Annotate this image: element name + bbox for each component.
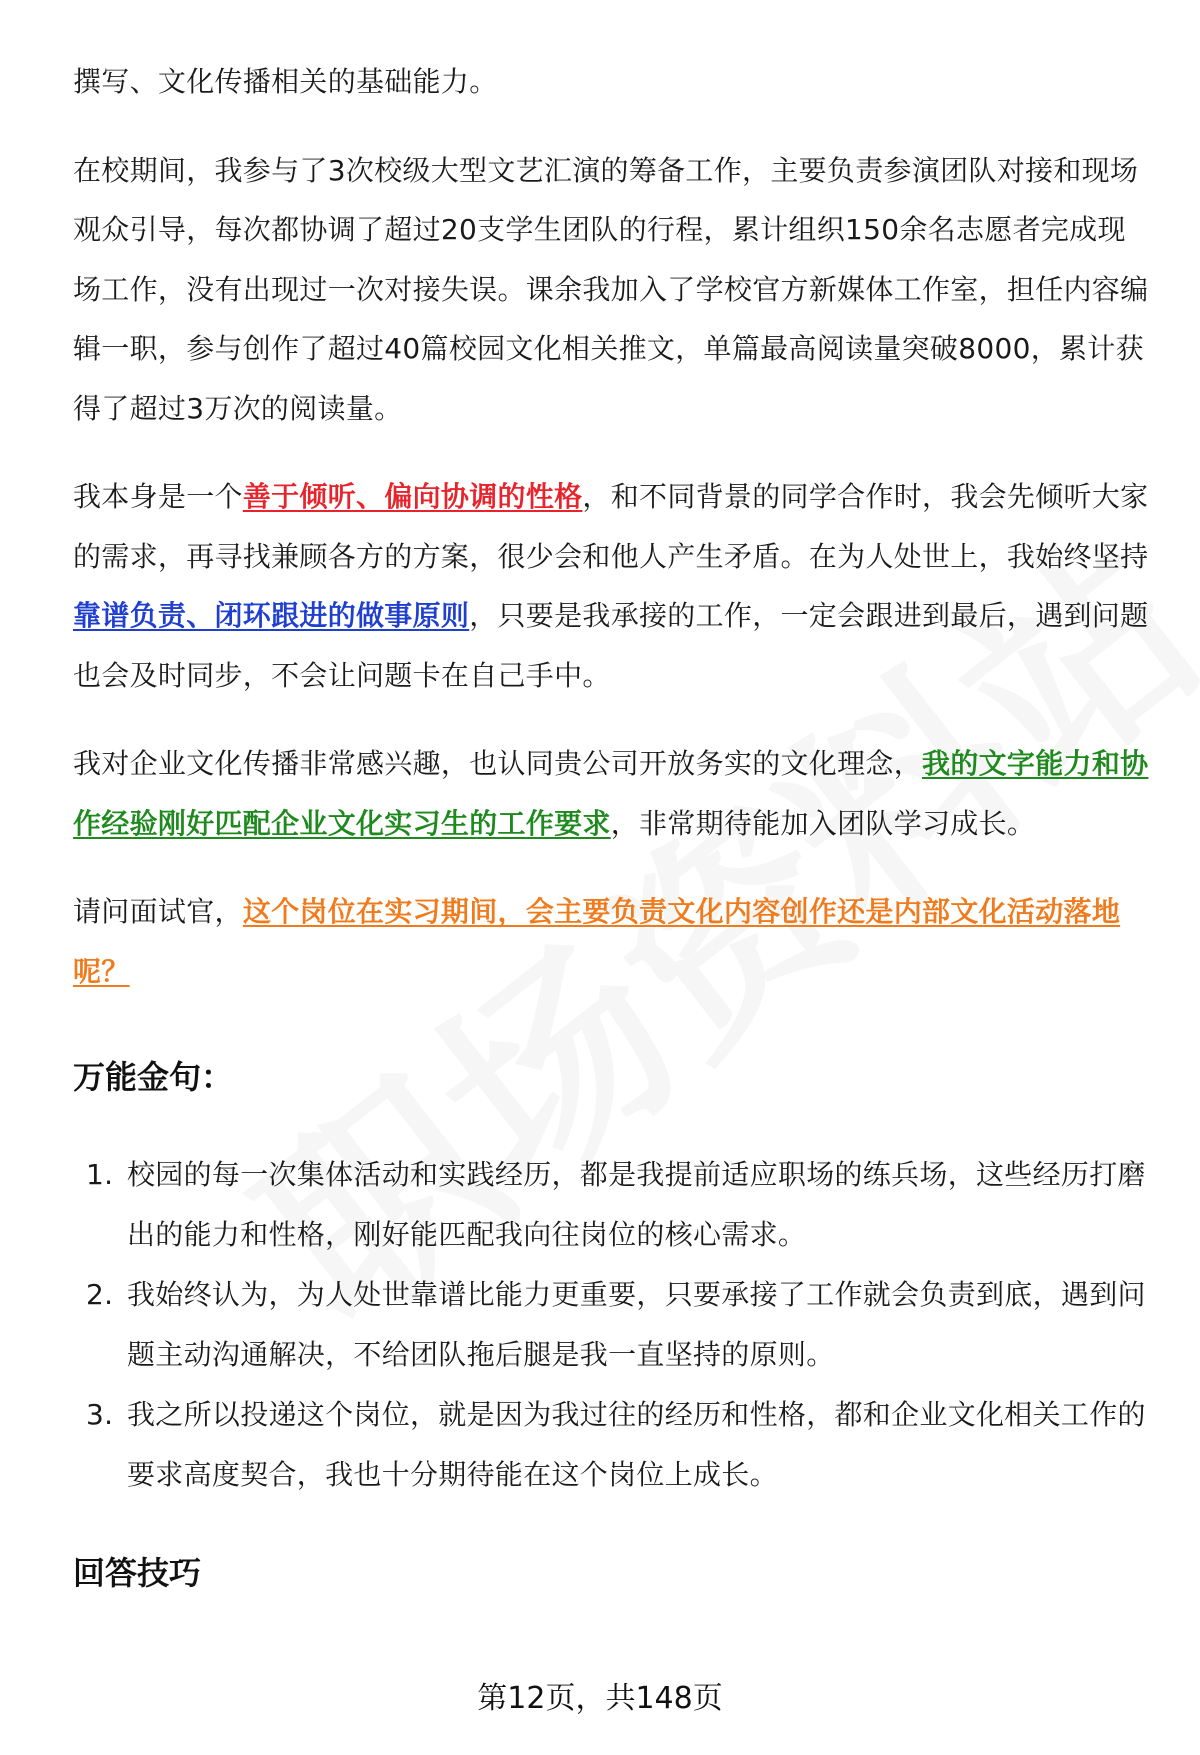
list-item: [73, 1385, 1153, 1504]
paragraph-intro-tail: 撰写、文化传播相关的基础能力。: [73, 65, 498, 98]
paragraph-personality: [73, 467, 1153, 705]
list-item: [73, 1145, 1153, 1264]
personality-text-middle: ，和不同背景的同学合作时，我会先倾听大家的需求，再寻找兼顾各方的方案，很少会和他人产生矛盾。在为人处世上，我始终坚持: [73, 480, 1149, 573]
paragraph-motivation: [73, 734, 1153, 853]
list-item-number: 1.: [86, 1158, 114, 1191]
motivation-text-before: 我对企业文化传播非常感兴趣，也认同贵公司开放务实的文化理念，: [73, 747, 923, 780]
page-number: 第12页，共148页: [477, 1681, 723, 1716]
highlight-match: 我的文字能力和协作经验刚好匹配企业文化实习生的工作要求: [73, 747, 1149, 840]
paragraph-experience: 在校期间，我参与了3次校级大型文艺汇演的筹备工作，主要负责参演团队对接和现场观众引导，每次都协调了超过20支学生团队的行程，累计组织150余名志愿者完成现场工作，没有出现过一次对接失误。课余我加入了学校官方新媒体工作室，担任内容编辑一职，参与创作了超过40篇校园文化相关推文，单篇最高阅读量突破8000，累计获得了超过3万次的阅读量。: [73, 153, 1149, 425]
list-item-text: 我之所以投递这个岗位，就是因为我过往的经历和性格，都和企业文化相关工作的要求高度契合，我也十分期待能在这个岗位上成长。: [127, 1398, 1146, 1491]
question-text-before: 请问面试官，: [73, 895, 243, 928]
paragraph-question: [73, 882, 1153, 1001]
motivation-text-after: ，非常期待能加入团队学习成长。: [610, 806, 1036, 840]
document-body: [73, 52, 1153, 1001]
personality-text-after: ，只要是我承接的工作，一定会跟进到最后，遇到问题也会及时同步，不会让问题卡在自己手中。: [73, 599, 1149, 692]
highlight-principle: 靠谱负责、闭环跟进的做事原则: [73, 599, 470, 632]
personality-text-before: 我本身是一个: [73, 480, 243, 513]
list-item-text: 我始终认为，为人处世靠谱比能力更重要，只要承接了工作就会负责到底，遇到问题主动沟通解决，不给团队拖后腿是我一直坚持的原则。: [127, 1278, 1146, 1371]
list-item-number: 3.: [86, 1398, 114, 1431]
section-title-answer-tips: 回答技巧: [73, 1554, 202, 1592]
golden-sentences-list: [73, 1145, 1153, 1505]
list-item-text: 校园的每一次集体活动和实践经历，都是我提前适应职场的练兵场，这些经历打磨出的能力和性格，刚好能匹配我向往岗位的核心需求。: [127, 1158, 1146, 1251]
section-title-golden-sentences: 万能金句：: [73, 1058, 234, 1096]
highlight-personality: 善于倾听、偏向协调的性格: [242, 480, 583, 513]
highlight-question: 这个岗位在实习期间，会主要负责文化内容创作还是内部文化活动落地呢？: [73, 895, 1121, 988]
list-item-number: 2.: [86, 1278, 114, 1311]
list-item: [73, 1265, 1153, 1384]
